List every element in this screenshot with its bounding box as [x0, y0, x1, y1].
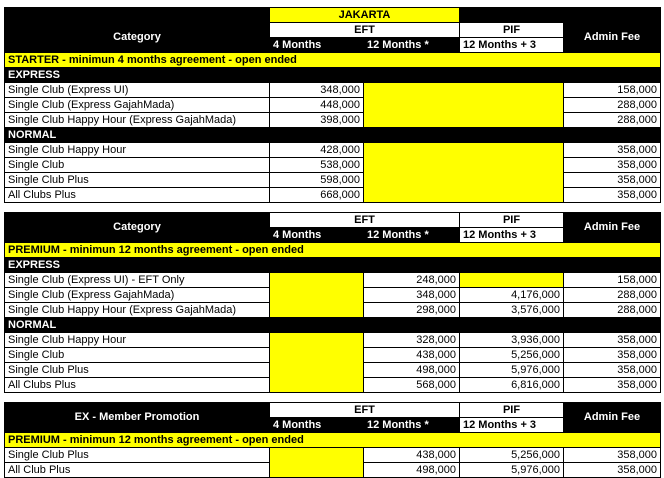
group-heading-row — [5, 68, 661, 83]
pif-price: 5,976,000 — [460, 363, 564, 378]
section-heading-row — [5, 243, 661, 258]
group-heading: NORMAL — [5, 128, 661, 143]
disabled-cell — [270, 333, 364, 393]
category-header: EX - Member Promotion — [5, 403, 270, 433]
plan-name: Single Club (Express UI) — [5, 83, 270, 98]
plan-name: Single Club Happy Hour — [5, 333, 270, 348]
admin-fee: 358,000 — [564, 463, 661, 478]
plan-name: Single Club — [5, 158, 270, 173]
category-header: Category — [5, 213, 270, 243]
group-heading-row — [5, 128, 661, 143]
spacer — [5, 203, 661, 213]
section-heading: STARTER - minimun 4 months agreement - open ended — [5, 53, 661, 68]
pif-header: PIF — [460, 23, 564, 38]
price-12-months: 568,000 — [364, 378, 460, 393]
pif-price: 5,256,000 — [460, 348, 564, 363]
table-row — [5, 448, 661, 463]
price-4-months: 398,000 — [270, 113, 364, 128]
table-row — [5, 273, 661, 288]
four-months-header: 4 Months — [270, 228, 364, 243]
pif-price: 3,576,000 — [460, 303, 564, 318]
price-12-months: 348,000 — [364, 288, 460, 303]
admin-fee: 288,000 — [564, 303, 661, 318]
section-heading-row — [5, 433, 661, 448]
table-row — [5, 333, 661, 348]
twelve-plus-three-header: 12 Months + 3 — [460, 228, 564, 243]
plan-name: All Clubs Plus — [5, 188, 270, 203]
group-heading: EXPRESS — [5, 68, 661, 83]
twelve-months-header: 12 Months * — [364, 228, 460, 243]
spacer-row — [5, 203, 661, 213]
admin-fee-header: Admin Fee — [564, 213, 661, 243]
price-12-months: 248,000 — [364, 273, 460, 288]
pricing-table — [4, 7, 661, 478]
pif-price: 3,936,000 — [460, 333, 564, 348]
disabled-cells — [364, 83, 564, 128]
admin-fee: 158,000 — [564, 83, 661, 98]
plan-name: Single Club Happy Hour — [5, 143, 270, 158]
pif-price: 5,976,000 — [460, 463, 564, 478]
admin-fee: 288,000 — [564, 98, 661, 113]
admin-fee: 158,000 — [564, 273, 661, 288]
section-heading: PREMIUM - minimun 12 months agreement - open ended — [5, 243, 661, 258]
price-4-months: 348,000 — [270, 83, 364, 98]
disabled-cell — [270, 273, 364, 318]
twelve-plus-three-header: 12 Months + 3 — [460, 418, 564, 433]
admin-fee: 358,000 — [564, 173, 661, 188]
group-heading: EXPRESS — [5, 258, 661, 273]
admin-fee-header: Admin Fee — [564, 23, 661, 53]
header-row-1 — [5, 23, 661, 38]
group-heading-row — [5, 258, 661, 273]
admin-fee: 358,000 — [564, 188, 661, 203]
price-12-months: 438,000 — [364, 448, 460, 463]
group-heading-row — [5, 318, 661, 333]
plan-name: Single Club Happy Hour (Express GajahMada) — [5, 113, 270, 128]
price-12-months: 438,000 — [364, 348, 460, 363]
plan-name: Single Club Happy Hour (Express GajahMada) — [5, 303, 270, 318]
price-4-months: 668,000 — [270, 188, 364, 203]
price-12-months: 298,000 — [364, 303, 460, 318]
price-12-months: 498,000 — [364, 463, 460, 478]
twelve-months-header: 12 Months * — [364, 418, 460, 433]
admin-fee: 358,000 — [564, 158, 661, 173]
four-months-header: 4 Months — [270, 418, 364, 433]
disabled-cells — [364, 143, 564, 203]
title-row — [5, 8, 661, 23]
price-4-months: 428,000 — [270, 143, 364, 158]
plan-name: Single Club Plus — [5, 173, 270, 188]
city-title: JAKARTA — [270, 8, 460, 23]
section-heading-row — [5, 53, 661, 68]
plan-name: Single Club — [5, 348, 270, 363]
plan-name: All Club Plus — [5, 463, 270, 478]
four-months-header: 4 Months — [270, 38, 364, 53]
price-4-months: 598,000 — [270, 173, 364, 188]
admin-fee: 288,000 — [564, 113, 661, 128]
plan-name: Single Club Plus — [5, 363, 270, 378]
pricing-sheet — [4, 7, 660, 478]
section-heading: PREMIUM - minimun 12 months agreement - open ended — [5, 433, 661, 448]
pif-price: 4,176,000 — [460, 288, 564, 303]
twelve-months-header: 12 Months * — [364, 38, 460, 53]
admin-fee: 288,000 — [564, 288, 661, 303]
pif-price: 6,816,000 — [460, 378, 564, 393]
plan-name: Single Club (Express GajahMada) — [5, 98, 270, 113]
admin-fee: 358,000 — [564, 448, 661, 463]
pif-price — [460, 273, 564, 288]
pif-header: PIF — [460, 213, 564, 228]
price-4-months: 448,000 — [270, 98, 364, 113]
table-row — [5, 143, 661, 158]
spacer-row — [5, 393, 661, 403]
admin-fee: 358,000 — [564, 348, 661, 363]
category-header: Category — [5, 23, 270, 53]
plan-name: Single Club Plus — [5, 448, 270, 463]
plan-name: Single Club (Express GajahMada) — [5, 288, 270, 303]
group-heading: NORMAL — [5, 318, 661, 333]
admin-fee: 358,000 — [564, 333, 661, 348]
eft-header: EFT — [270, 23, 460, 38]
plan-name: Single Club (Express UI) - EFT Only — [5, 273, 270, 288]
pif-header: PIF — [460, 403, 564, 418]
admin-fee: 358,000 — [564, 378, 661, 393]
table-row — [5, 83, 661, 98]
price-4-months: 538,000 — [270, 158, 364, 173]
header-row-1 — [5, 213, 661, 228]
header-row-1 — [5, 403, 661, 418]
admin-fee: 358,000 — [564, 363, 661, 378]
admin-fee-header: Admin Fee — [564, 403, 661, 433]
eft-header: EFT — [270, 213, 460, 228]
plan-name: All Clubs Plus — [5, 378, 270, 393]
price-12-months: 328,000 — [364, 333, 460, 348]
spacer — [5, 393, 661, 403]
price-12-months: 498,000 — [364, 363, 460, 378]
admin-fee: 358,000 — [564, 143, 661, 158]
eft-header: EFT — [270, 403, 460, 418]
twelve-plus-three-header: 12 Months + 3 — [460, 38, 564, 53]
pif-price: 5,256,000 — [460, 448, 564, 463]
disabled-cell — [270, 448, 364, 478]
